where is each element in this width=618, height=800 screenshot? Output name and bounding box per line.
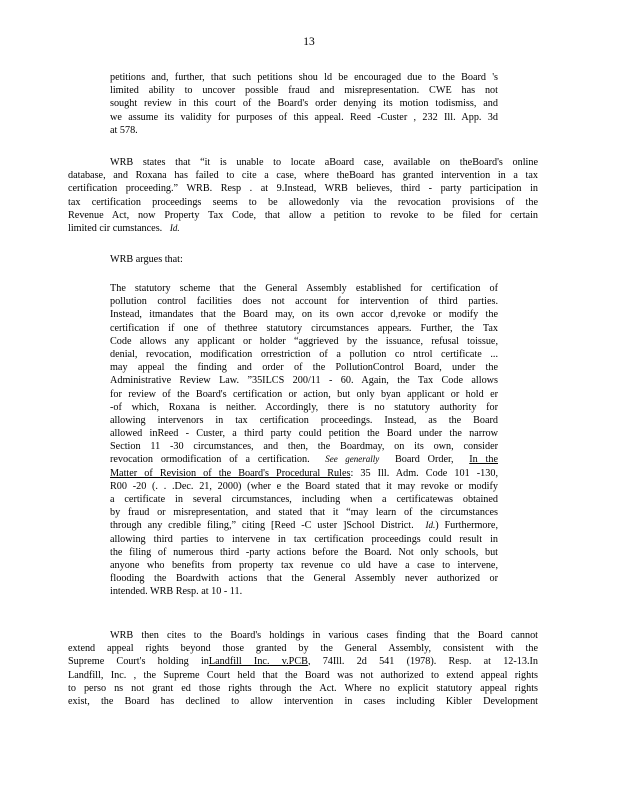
text-line: extend appeal rights beyond those granted by the General Assembly, consistent with the [68, 643, 538, 655]
text-line: by fraud or misrepresentation, and stated that it “may learn of the circumstances [110, 507, 498, 519]
paragraph-wrb-argues [68, 253, 538, 266]
text-line [68, 222, 538, 235]
text-line: pollution control facilities does not account for intervention of third parties. [110, 296, 498, 308]
text-segment: limited cir cumstances. [68, 222, 163, 234]
text-line: for review of the Board's certification or action, but only byan applicant or hold er [110, 388, 498, 400]
text-line: allowed inReed - Custer, a third party could petition the Board under the narrow [110, 428, 498, 440]
text-line: Landfill, Inc. , the Supreme Court held that the Board was not authorized to extend appeal rights [68, 669, 538, 681]
case-title-underlined: In the [469, 454, 498, 466]
text-line: R00 -20 (. . .Dec. 21, 2000) (wher e the Board stated that it may revoke or modify [110, 480, 498, 492]
paragraph-wrb-cites [68, 629, 538, 708]
text-line: certification if one of thethree statutory circumstances appears. Further, the Tax [110, 322, 498, 334]
text-line: WRB argues that: [110, 254, 183, 265]
text-line: allowing intervenors in tax certification proceedings. Instead, as the Board [110, 414, 498, 426]
case-title-underlined: Matter of Revision of the Board's Procedural Rules [110, 467, 351, 479]
text-line: to perso ns not grant ed those rights through the Act. Where no explicit statutory appeal rights [68, 682, 538, 694]
quote-continuation [110, 71, 498, 137]
text-line: -of which, Roxana is neither. Accordingly, there is no statutory authority for [110, 401, 498, 413]
text-line: intended. WRB Resp. at 10 - 11. [110, 586, 243, 598]
text-line: The statutory scheme that the General Assembly established for certification of [110, 283, 498, 294]
text-line: allowing third parties to intervene in tax certification proceedings could result in [110, 533, 498, 545]
text-line: the filing of numerous third -party actions before the Board. Not only schools, but [110, 546, 498, 558]
text-line: exist, the Board has declined to allow intervention in cases including Kibler Development [68, 695, 538, 707]
text-line: limited ability to uncover possible fraud and misrepresentation. CWE has not [110, 85, 498, 97]
text-line: Section 11 -30 circumstances, and then, the Boardmay, on its own, consider [110, 441, 498, 453]
text-segment: , 74Ill. 2d 541 (1978). Resp. at 12-13.In [307, 656, 538, 668]
see-generally-signal: See generally [325, 454, 380, 465]
page-number: 13 [303, 36, 315, 48]
text-segment: through any credible filing,” citing [Reed -C uster ]School District. [110, 520, 414, 532]
id-citation: Id. [425, 520, 436, 531]
text-line [110, 467, 498, 480]
text-line: Administrative Review Law. ”35ILCS 200/11 - 60. Again, the Tax Code allows [110, 375, 498, 387]
text-line: Instead, itmandates that the Board may, on its own accor d,revoke or modify the [110, 309, 498, 321]
text-line: denial, revocation, modification orrestriction of a pollution co ntrol certificate ... [110, 348, 498, 360]
text-line: anyone who benefits from property tax revenue co uld have a case to intervene, [110, 559, 498, 571]
text-segment: ) Furthermore, [435, 520, 498, 532]
text-line: WRB then cites to the Board's holdings in various cases finding that the Board cannot [110, 630, 538, 641]
text-line: sought review in this court of the Board's order denying its motion todismiss, and [110, 98, 498, 110]
text-line: we assume its validity for purposes of this appeal. Reed -Custer , 232 Ill. App. 3d [110, 111, 498, 123]
text-line: may appeal the finding and order of the PollutionControl Board, under the [110, 362, 498, 374]
text-line: database, and Roxana has failed to cite a case, where theBoard has granted intervention in a tax [68, 170, 538, 182]
text-line: a certificate in several circumstances, including when a certificatewas obtained [110, 494, 498, 505]
text-line: tax certification proceedings seems to be allowedonly via the revocation provisions of the [68, 196, 538, 208]
case-title-underlined: Landfill Inc. v.PCB [208, 656, 308, 668]
text-line: Revenue Act, now Property Tax Code, that allow a petition to revoke to be filed for certain [68, 209, 538, 221]
text-line [68, 655, 538, 668]
text-line: WRB states that “it is unable to locate aBoard case, available on theBoard's online [110, 157, 538, 168]
text-segment: revocation ormodification of a certification. [110, 454, 310, 466]
text-line: certification proceeding.” WRB. Resp . at 9.Instead, WRB believes, third - party participation in [68, 183, 538, 195]
text-line: flooding the Boardwith actions that the General Assembly never authorized or [110, 573, 498, 585]
text-segment: : 35 Ill. Adm. Code 101 -130, [350, 467, 498, 479]
text-segment: Board Order, [394, 454, 454, 466]
text-line: at 578. [110, 124, 138, 136]
block-quote [110, 282, 498, 599]
text-line [110, 453, 498, 466]
text-segment: Supreme Court's holding in [68, 656, 209, 668]
text-line: Code allows any applicant or holder “aggrieved by the issuance, refusal toissue, [110, 335, 498, 347]
text-line [110, 519, 498, 532]
id-citation: Id. [169, 222, 180, 233]
text-line: petitions and, further, that such petitions shou ld be encouraged due to the Board 's [110, 72, 498, 83]
paragraph-wrb-states [68, 156, 538, 235]
